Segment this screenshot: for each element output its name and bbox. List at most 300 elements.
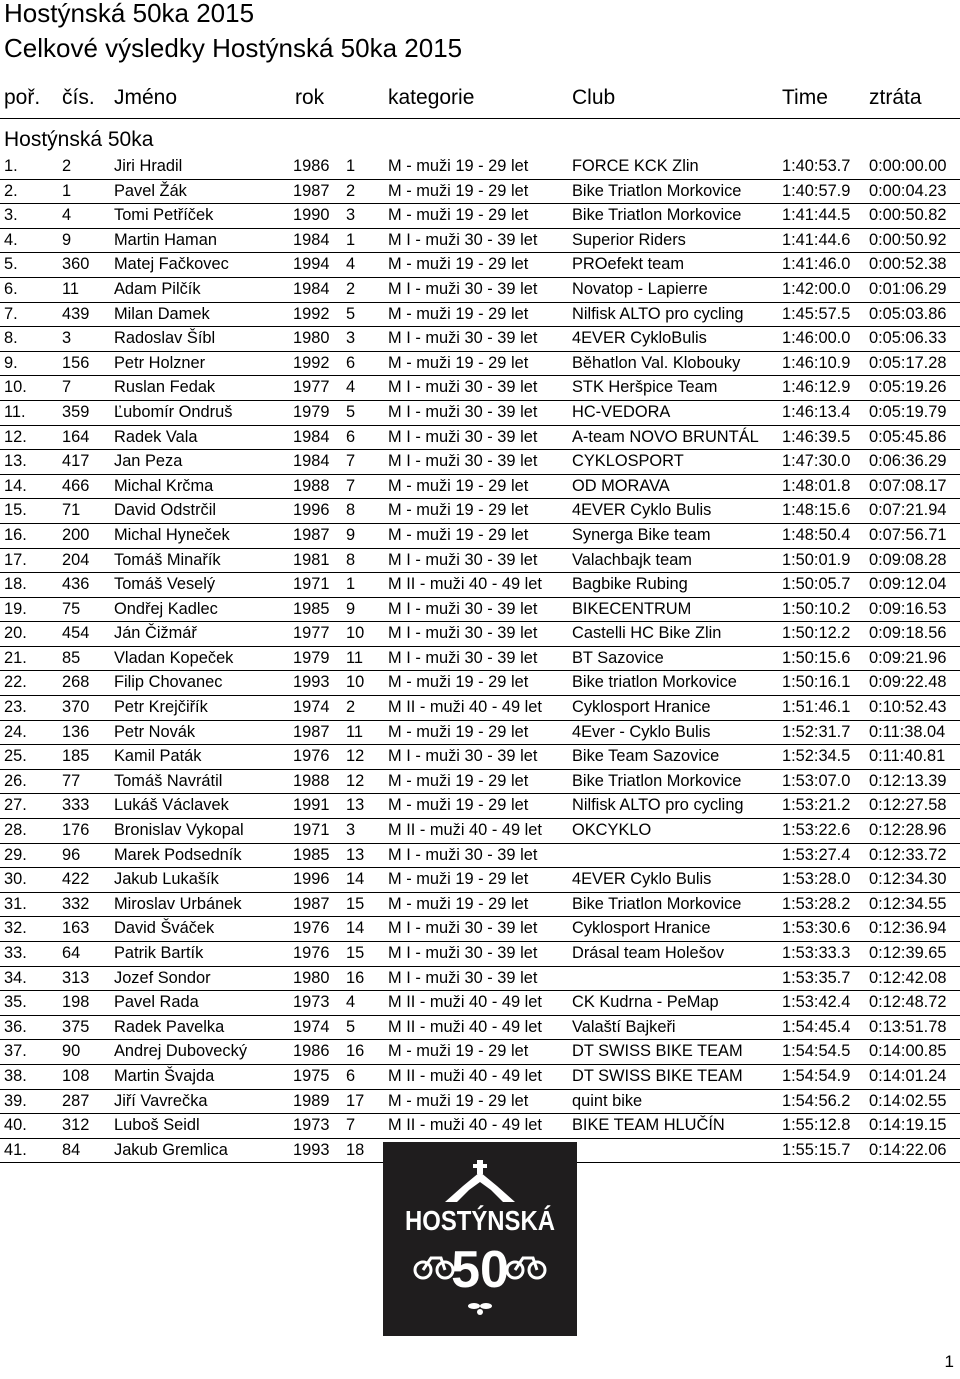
category-rank-cell: 6	[346, 427, 356, 446]
table-row	[0, 475, 960, 500]
loss-cell: 0:00:00.00	[869, 157, 947, 175]
club-cell: A-team NOVO BRUNTÁL	[572, 427, 759, 446]
name-cell: Pavel Rada	[114, 993, 199, 1012]
time-cell: 1:47:30.0	[782, 452, 851, 471]
position-cell: 23.	[4, 698, 27, 717]
page-subtitle: Celkové výsledky Hostýnská 50ka 2015	[4, 33, 463, 63]
time-cell: 1:53:33.3	[782, 944, 851, 962]
club-cell: Synerga Bike team	[572, 525, 711, 544]
category-cell: M I - muži 30 - 39 let	[388, 944, 538, 962]
time-cell: 1:50:01.9	[782, 550, 851, 569]
category-rank-cell: 6	[346, 1066, 356, 1085]
position-cell: 10.	[4, 378, 27, 397]
position-cell: 2.	[4, 181, 18, 200]
column-header-number: čís.	[62, 86, 95, 109]
category-cell: M I - muži 30 - 39 let	[388, 747, 538, 766]
table-row	[0, 450, 960, 475]
category-rank-cell: 12	[346, 747, 365, 766]
loss-cell: 0:12:36.94	[869, 919, 947, 938]
category-rank-cell: 17	[346, 1091, 365, 1110]
number-cell: 7	[62, 378, 72, 397]
loss-cell: 0:05:19.26	[869, 378, 947, 397]
position-cell: 35.	[4, 993, 27, 1012]
number-cell: 71	[62, 501, 81, 520]
category-cell: M - muži 19 - 29 let	[388, 255, 529, 274]
table-row	[0, 794, 960, 819]
number-cell: 454	[62, 624, 90, 643]
table-row	[0, 819, 960, 844]
table-row	[0, 1016, 960, 1041]
category-rank-cell: 4	[346, 993, 356, 1012]
club-cell: Castelli HC Bike Zlin	[572, 624, 722, 643]
position-cell: 14.	[4, 476, 27, 495]
name-cell: Jozef Sondor	[114, 968, 211, 987]
category-cell: M I - muži 30 - 39 let	[388, 279, 538, 298]
number-cell: 417	[62, 452, 90, 471]
category-cell: M I - muži 30 - 39 let	[388, 402, 538, 421]
column-header-year: rok	[295, 86, 325, 109]
time-cell: 1:41:44.5	[782, 206, 851, 225]
year-cell: 1992	[293, 353, 330, 372]
category-rank-cell: 9	[346, 599, 356, 618]
loss-cell: 0:14:22.06	[869, 1140, 947, 1159]
year-cell: 1984	[293, 230, 330, 249]
category-rank-cell: 9	[346, 525, 356, 544]
name-cell: Matej Fačkovec	[114, 255, 229, 274]
time-cell: 1:53:30.6	[782, 919, 851, 938]
category-cell: M I - muži 30 - 39 let	[388, 427, 538, 446]
table-row	[0, 1065, 960, 1090]
number-cell: 4	[62, 206, 72, 225]
position-cell: 31.	[4, 894, 27, 913]
name-cell: Martin Haman	[114, 230, 217, 249]
time-cell: 1:53:22.6	[782, 821, 851, 840]
table-row	[0, 278, 960, 303]
table-row	[0, 770, 960, 795]
category-cell: M - muži 19 - 29 let	[388, 157, 529, 175]
category-rank-cell: 5	[346, 304, 356, 323]
time-cell: 1:41:46.0	[782, 255, 851, 274]
category-rank-cell: 14	[346, 870, 365, 889]
name-cell: Jakub Lukašík	[114, 870, 219, 889]
column-header-loss: ztráta	[869, 86, 922, 109]
column-header-name: Jméno	[114, 86, 178, 109]
category-cell: M - muži 19 - 29 let	[388, 722, 529, 741]
number-cell: 136	[62, 722, 90, 741]
club-cell: OKCYKLO	[572, 821, 652, 840]
number-cell: 185	[62, 747, 90, 766]
loss-cell: 0:11:40.81	[869, 747, 946, 766]
year-cell: 1986	[293, 1042, 330, 1061]
number-cell: 198	[62, 993, 90, 1012]
table-row	[0, 721, 960, 746]
category-rank-cell: 13	[346, 796, 365, 815]
loss-cell: 0:00:50.82	[869, 206, 947, 225]
year-cell: 1985	[293, 845, 330, 864]
table-row	[0, 499, 960, 524]
name-cell: Luboš Seidl	[114, 1116, 200, 1135]
year-cell: 1993	[293, 673, 330, 692]
loss-cell: 0:07:21.94	[869, 501, 947, 520]
time-cell: 1:48:50.4	[782, 525, 851, 544]
category-cell: M I - muži 30 - 39 let	[388, 550, 538, 569]
time-cell: 1:46:13.4	[782, 402, 851, 421]
time-cell: 1:50:12.2	[782, 624, 851, 643]
position-cell: 37.	[4, 1042, 27, 1061]
number-cell: 332	[62, 894, 90, 913]
loss-cell: 0:12:28.96	[869, 821, 947, 840]
table-row	[0, 524, 960, 549]
category-rank-cell: 13	[346, 845, 365, 864]
loss-cell: 0:12:42.08	[869, 968, 947, 987]
year-cell: 1984	[293, 452, 330, 471]
position-cell: 12.	[4, 427, 27, 446]
loss-cell: 0:12:13.39	[869, 771, 947, 790]
table-row	[0, 967, 960, 992]
club-cell: HC-VEDORA	[572, 402, 671, 421]
category-rank-cell: 3	[346, 206, 356, 225]
category-cell: M II - muži 40 - 49 let	[388, 1116, 542, 1135]
table-row	[0, 647, 960, 672]
number-cell: 156	[62, 353, 90, 372]
position-cell: 25.	[4, 747, 27, 766]
club-cell: Bike Triatlon Morkovice	[572, 771, 742, 790]
number-cell: 3	[62, 329, 72, 348]
category-rank-cell: 14	[346, 919, 365, 938]
club-cell: CK Kudrna - PeMap	[572, 993, 719, 1012]
club-cell: Valachbajk team	[572, 550, 692, 569]
category-cell: M I - muži 30 - 39 let	[388, 624, 538, 643]
table-row	[0, 868, 960, 893]
name-cell: Patrik Bartík	[114, 944, 204, 962]
category-rank-cell: 18	[346, 1140, 365, 1159]
group-title: Hostýnská 50ka	[4, 128, 154, 151]
table-row	[0, 573, 960, 598]
year-cell: 1990	[293, 206, 330, 225]
position-cell: 11.	[4, 402, 26, 421]
position-cell: 6.	[4, 279, 18, 298]
name-cell: Petr Krejčiřík	[114, 698, 208, 717]
column-header-time: Time	[782, 86, 828, 109]
year-cell: 1989	[293, 1091, 330, 1110]
category-cell: M II - muži 40 - 49 let	[388, 993, 542, 1012]
year-cell: 1973	[293, 1116, 330, 1135]
loss-cell: 0:12:33.72	[869, 845, 947, 864]
year-cell: 1984	[293, 427, 330, 446]
time-cell: 1:46:10.9	[782, 353, 851, 372]
position-cell: 27.	[4, 796, 27, 815]
position-cell: 8.	[4, 329, 18, 348]
category-cell: M - muži 19 - 29 let	[388, 181, 529, 200]
position-cell: 39.	[4, 1091, 27, 1110]
time-cell: 1:54:56.2	[782, 1091, 851, 1110]
time-cell: 1:45:57.5	[782, 304, 851, 323]
number-cell: 2	[62, 157, 72, 175]
time-cell: 1:55:12.8	[782, 1116, 851, 1135]
name-cell: Petr Holzner	[114, 353, 206, 372]
number-cell: 333	[62, 796, 90, 815]
category-rank-cell: 11	[346, 648, 364, 667]
loss-cell: 0:05:45.86	[869, 427, 947, 446]
time-cell: 1:53:07.0	[782, 771, 851, 790]
name-cell: David Odstrčil	[114, 501, 217, 520]
club-cell: 4EVER Cyklo Bulis	[572, 870, 712, 889]
year-cell: 1992	[293, 304, 330, 323]
category-cell: M - muži 19 - 29 let	[388, 501, 529, 520]
name-cell: Lukáš Václavek	[114, 796, 229, 815]
table-row	[0, 844, 960, 869]
table-row	[0, 622, 960, 647]
category-cell: M II - muži 40 - 49 let	[388, 575, 542, 594]
club-cell: Bike triatlon Morkovice	[572, 673, 737, 692]
table-row	[0, 253, 960, 278]
position-cell: 30.	[4, 870, 27, 889]
number-cell: 313	[62, 968, 90, 987]
time-cell: 1:51:46.1	[782, 698, 851, 717]
year-cell: 1977	[293, 624, 330, 643]
number-cell: 77	[62, 771, 81, 790]
position-cell: 36.	[4, 1017, 27, 1036]
loss-cell: 0:11:38.04	[869, 722, 946, 741]
number-cell: 466	[62, 476, 90, 495]
name-cell: David Šváček	[114, 919, 215, 938]
number-cell: 11	[62, 279, 80, 298]
name-cell: Jan Peza	[114, 452, 183, 471]
time-cell: 1:50:05.7	[782, 575, 851, 594]
loss-cell: 0:10:52.43	[869, 698, 947, 717]
year-cell: 1977	[293, 378, 330, 397]
table-row	[0, 549, 960, 574]
category-cell: M II - muži 40 - 49 let	[388, 698, 542, 717]
time-cell: 1:54:54.9	[782, 1066, 851, 1085]
number-cell: 359	[62, 402, 90, 421]
table-row	[0, 303, 960, 328]
category-cell: M - muži 19 - 29 let	[388, 304, 529, 323]
position-cell: 40.	[4, 1116, 27, 1135]
loss-cell: 0:01:06.29	[869, 279, 947, 298]
time-cell: 1:41:44.6	[782, 230, 851, 249]
loss-cell: 0:14:19.15	[869, 1116, 947, 1135]
year-cell: 1979	[293, 402, 330, 421]
club-cell: DT SWISS BIKE TEAM	[572, 1042, 743, 1061]
position-cell: 21.	[4, 648, 27, 667]
time-cell: 1:46:12.9	[782, 378, 851, 397]
category-cell: M - muži 19 - 29 let	[388, 673, 529, 692]
number-cell: 90	[62, 1042, 81, 1061]
time-cell: 1:53:28.2	[782, 894, 851, 913]
name-cell: Marek Podsedník	[114, 845, 242, 864]
number-cell: 436	[62, 575, 90, 594]
category-rank-cell: 10	[346, 624, 365, 643]
category-rank-cell: 2	[346, 279, 356, 298]
category-rank-cell: 7	[346, 1116, 356, 1135]
category-cell: M - muži 19 - 29 let	[388, 1091, 529, 1110]
number-cell: 287	[62, 1091, 90, 1110]
name-cell: Martin Švajda	[114, 1066, 215, 1085]
category-rank-cell: 8	[346, 501, 356, 520]
loss-cell: 0:00:04.23	[869, 181, 947, 200]
name-cell: Milan Damek	[114, 304, 210, 323]
category-rank-cell: 15	[346, 944, 365, 962]
club-cell: Cyklosport Hranice	[572, 919, 711, 938]
loss-cell: 0:09:21.96	[869, 648, 947, 667]
year-cell: 1974	[293, 1017, 330, 1036]
position-cell: 3.	[4, 206, 18, 225]
name-cell: Kamil Paták	[114, 747, 202, 766]
loss-cell: 0:13:51.78	[869, 1017, 947, 1036]
category-cell: M II - muži 40 - 49 let	[388, 1017, 542, 1036]
club-cell: Bike Triatlon Morkovice	[572, 181, 742, 200]
year-cell: 1991	[293, 796, 330, 815]
position-cell: 7.	[4, 304, 18, 323]
number-cell: 1	[62, 181, 72, 200]
year-cell: 1993	[293, 1140, 330, 1159]
club-cell: FORCE KCK Zlin	[572, 157, 699, 175]
number-cell: 312	[62, 1116, 90, 1135]
category-cell: M I - muži 30 - 39 let	[388, 452, 538, 471]
page-title: Hostýnská 50ka 2015	[4, 0, 255, 28]
category-cell: M I - muži 30 - 39 let	[388, 845, 538, 864]
category-rank-cell: 5	[346, 402, 356, 421]
column-header-club: Club	[572, 86, 616, 109]
time-cell: 1:53:21.2	[782, 796, 851, 815]
position-cell: 20.	[4, 624, 27, 643]
loss-cell: 0:06:36.29	[869, 452, 947, 471]
results-table	[0, 155, 960, 1163]
table-row	[0, 991, 960, 1016]
column-header-position: poř.	[4, 86, 41, 109]
category-rank-cell: 5	[346, 1017, 356, 1036]
year-cell: 1987	[293, 894, 330, 913]
category-rank-cell: 7	[346, 476, 356, 495]
time-cell: 1:55:15.7	[782, 1140, 851, 1159]
time-cell: 1:46:00.0	[782, 329, 851, 348]
time-cell: 1:40:53.7	[782, 157, 851, 175]
number-cell: 200	[62, 525, 90, 544]
table-header	[0, 82, 960, 119]
year-cell: 1973	[293, 993, 330, 1012]
year-cell: 1976	[293, 919, 330, 938]
time-cell: 1:52:31.7	[782, 722, 851, 741]
club-cell: 4EVER Cyklo Bulis	[572, 501, 712, 520]
club-cell: Bike Team Sazovice	[572, 747, 720, 766]
number-cell: 163	[62, 919, 90, 938]
name-cell: Tomáš Veselý	[114, 575, 216, 594]
category-cell: M I - muži 30 - 39 let	[388, 329, 538, 348]
name-cell: Radek Vala	[114, 427, 198, 446]
time-cell: 1:50:16.1	[782, 673, 851, 692]
position-cell: 22.	[4, 673, 27, 692]
club-cell: BIKE TEAM HLUČÍN	[572, 1116, 725, 1135]
category-rank-cell: 2	[346, 698, 356, 717]
time-cell: 1:42:00.0	[782, 279, 851, 298]
club-cell: PROefekt team	[572, 255, 685, 274]
year-cell: 1976	[293, 944, 330, 962]
name-cell: Ondřej Kadlec	[114, 599, 218, 618]
category-cell: M II - muži 40 - 49 let	[388, 821, 542, 840]
position-cell: 41.	[4, 1140, 27, 1159]
number-cell: 164	[62, 427, 90, 446]
loss-cell: 0:14:02.55	[869, 1091, 947, 1110]
table-row	[0, 671, 960, 696]
category-rank-cell: 16	[346, 1042, 365, 1061]
name-cell: Pavel Žák	[114, 181, 187, 200]
club-cell: Valaští Bajkeři	[572, 1017, 676, 1036]
category-rank-cell: 10	[346, 673, 365, 692]
time-cell: 1:54:45.4	[782, 1017, 851, 1036]
club-cell: CYKLOSPORT	[572, 452, 684, 471]
position-cell: 5.	[4, 255, 18, 274]
loss-cell: 0:09:22.48	[869, 673, 947, 692]
number-cell: 96	[62, 845, 81, 864]
category-rank-cell: 1	[346, 575, 356, 594]
category-cell: M I - muži 30 - 39 let	[388, 230, 538, 249]
table-row	[0, 917, 960, 942]
table-row	[0, 942, 960, 967]
year-cell: 1996	[293, 501, 330, 520]
club-cell: STK Heršpice Team	[572, 378, 718, 397]
category-cell: M I - muži 30 - 39 let	[388, 919, 538, 938]
category-rank-cell: 1	[346, 230, 356, 249]
number-cell: 108	[62, 1066, 90, 1085]
name-cell: Bronislav Vykopal	[114, 821, 244, 840]
loss-cell: 0:12:39.65	[869, 944, 947, 962]
name-cell: Michal Hyneček	[114, 525, 230, 544]
time-cell: 1:54:54.5	[782, 1042, 851, 1061]
number-cell: 204	[62, 550, 90, 569]
position-cell: 18.	[4, 575, 27, 594]
year-cell: 1976	[293, 747, 330, 766]
name-cell: Tomáš Navrátil	[114, 771, 223, 790]
club-cell: Bagbike Rubing	[572, 575, 688, 594]
loss-cell: 0:00:52.38	[869, 255, 947, 274]
table-row	[0, 204, 960, 229]
club-cell: BT Sazovice	[572, 648, 664, 667]
column-header-category: kategorie	[388, 86, 475, 109]
loss-cell: 0:12:27.58	[869, 796, 947, 815]
time-cell: 1:40:57.9	[782, 181, 851, 200]
category-cell: M - muži 19 - 29 let	[388, 1042, 529, 1061]
name-cell: Ruslan Fedak	[114, 378, 216, 397]
position-cell: 16.	[4, 525, 27, 544]
table-row	[0, 401, 960, 426]
club-cell: Superior Riders	[572, 230, 686, 249]
table-row	[0, 1090, 960, 1115]
year-cell: 1980	[293, 329, 330, 348]
number-cell: 439	[62, 304, 90, 323]
loss-cell: 0:07:08.17	[869, 476, 947, 495]
position-cell: 9.	[4, 353, 18, 372]
category-cell: M I - muži 30 - 39 let	[388, 648, 538, 667]
year-cell: 1980	[293, 968, 330, 987]
name-cell: Radek Pavelka	[114, 1017, 225, 1036]
category-cell: M - muži 19 - 29 let	[388, 476, 529, 495]
year-cell: 1988	[293, 771, 330, 790]
name-cell: Tomáš Minařík	[114, 550, 221, 569]
year-cell: 1984	[293, 279, 330, 298]
category-rank-cell: 12	[346, 771, 365, 790]
category-cell: M II - muži 40 - 49 let	[388, 1066, 542, 1085]
table-row	[0, 352, 960, 377]
time-cell: 1:48:15.6	[782, 501, 851, 520]
name-cell: Tomi Petříček	[114, 206, 214, 225]
position-cell: 33.	[4, 944, 27, 962]
club-cell: Nilfisk ALTO pro cycling	[572, 304, 744, 323]
time-cell: 1:53:27.4	[782, 845, 851, 864]
name-cell: Vladan Kopeček	[114, 648, 234, 667]
year-cell: 1987	[293, 181, 330, 200]
loss-cell: 0:09:16.53	[869, 599, 947, 618]
